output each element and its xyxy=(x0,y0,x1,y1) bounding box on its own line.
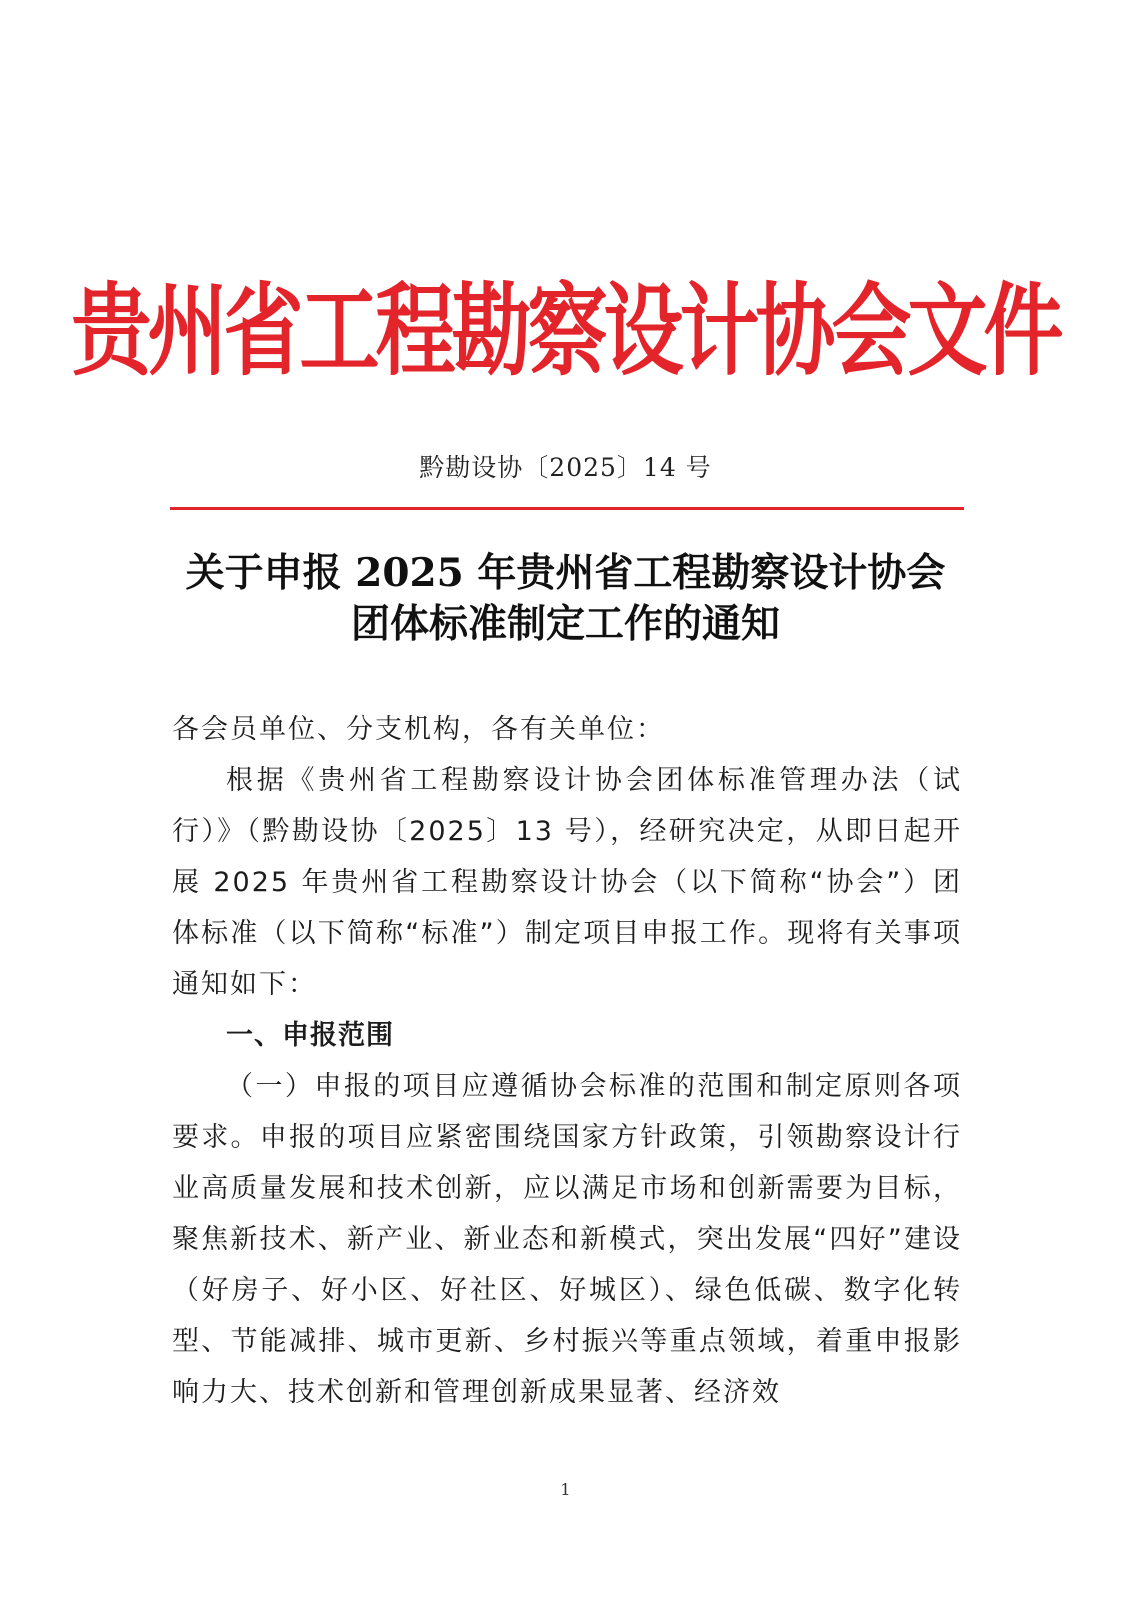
red-divider xyxy=(170,507,964,510)
salutation: 各会员单位、分支机构，各有关单位： xyxy=(172,714,665,745)
notice-body xyxy=(172,704,962,1418)
notice-title-line-2: 团体标准制定工作的通知 xyxy=(350,601,780,647)
notice-title xyxy=(130,548,1001,650)
letterhead xyxy=(71,262,1060,389)
section-heading-scope: 一、申报范围 xyxy=(226,1020,394,1051)
intro-paragraph: 根据《贵州省工程勘察设计协会团体标准管理办法（试行）》（黔勘设协〔2025〕13 号），经研究决定，从即日起开展 2025 年贵州省工程勘察设计协会（以下简称“协会”）团体标准（以下简称“标准”）制定项目申报工作。现将有关事项通知如下： xyxy=(172,765,962,1000)
section-paragraph: （一）申报的项目应遵循协会标准的范围和制定原则各项要求。申报的项目应紧密围绕国家方针政策，引领勘察设计行业高质量发展和技术创新，应以满足市场和创新需要为目标，聚焦新技术、新产业、新业态和新模式，突出发展“四好”建设（好房子、好小区、好社区、好城区）、绿色低碳、数字化转型、节能减排、城市更新、乡村振兴等重点领域，着重申报影响力大、技术创新和管理创新成果显著、经济效 xyxy=(172,1071,962,1408)
letterhead-title: 贵州省工程勘察设计协会文件 xyxy=(71,272,1060,389)
page-number: 1 xyxy=(560,1480,571,1499)
notice-title-line-1: 关于申报 2025 年贵州省工程勘察设计协会 xyxy=(185,550,946,596)
document-number: 黔勘设协〔2025〕14 号 xyxy=(419,453,712,482)
